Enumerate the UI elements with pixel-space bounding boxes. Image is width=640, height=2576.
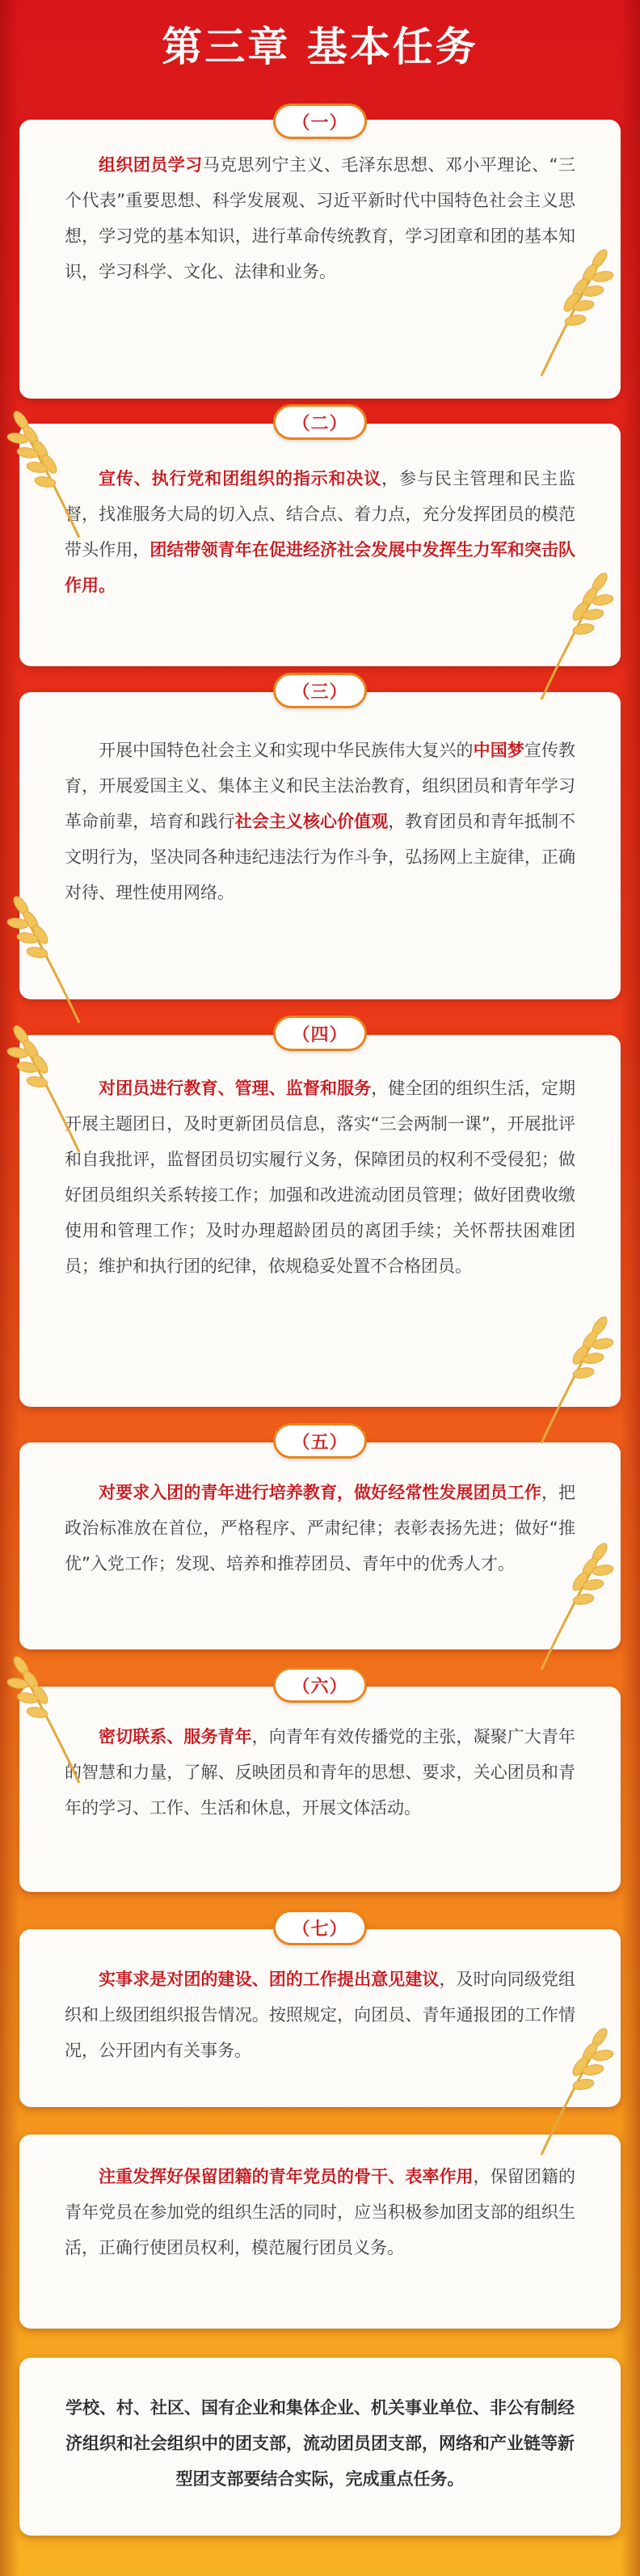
task-text-4 [65,1071,575,1284]
section-badge-2: （二） [273,404,367,440]
task-3-highlight-b: 社会主义核心价值观 [234,812,389,831]
task-2-text: ，参与民主管理和民主监督，找准服务大局的切入点、结合点、着力点，充分发挥团员的模范带头作用， [65,469,576,560]
section-badge-6: （六） [273,1667,367,1703]
task-text-6 [65,1719,575,1826]
section-badge-4: （四） [273,1016,367,1051]
task-5-text: ，把政治标准放在首位，严格程序、严肃纪律；表彰表扬先进；做好“推优”入党工作；发现、培养和推荐团员、青年中的优秀人才。 [65,1483,576,1573]
wheat-ear-icon [525,2021,614,2159]
task-4-highlight: 对团员进行教育、管理、监督和服务 [99,1079,372,1098]
section-badge-3: （三） [273,673,367,708]
section-badge-7: （七） [273,1910,367,1945]
wheat-ear-icon [525,243,614,380]
page-title: 第三章 基本任务 [162,23,478,70]
task-6-text: ，向青年有效传播党的主张，凝聚广大青年的智慧和力量，了解、反映团员和青年的思想、要求，关心团员和青年的学习、工作、生活和休息，开展文体活动。 [65,1727,576,1818]
wheat-ear-icon [6,1019,95,1156]
wheat-ear-icon [525,566,614,703]
wheat-ear-icon [6,889,95,1027]
task-7-text: ，及时向同级党组织和上级团组织报告情况。按照规定，向团员、青年通报团的工作情况，公开团内有关事务。 [65,1970,576,2060]
wheat-ear-icon [525,1536,614,1674]
task-3-text-c: ，教育团员和青年抵制不文明行为，坚决同各种违纪违法行为作斗争，弘扬网上主旋律，正确对待、理性使用网络。 [65,812,576,902]
section-badge-1: （一） [273,103,367,139]
task-card-6 [19,1687,621,1892]
task-text-8 [65,2159,575,2266]
section-badge-5: （五） [273,1423,367,1459]
left-edge-shade [0,0,19,2576]
wheat-ear-icon [6,404,95,542]
task-text-5 [65,1475,575,1581]
task-2-highlight-a: 宣传、执行党和团组织的指示和决议 [99,469,382,488]
task-text-9: 学校、村、社区、国有企业和集体企业、机关事业单位、非公有制经济组织和社会组织中的团支部，流动团员团支部，网络和产业链等新型团支部要结合实际，完成重点任务。 [65,2398,575,2489]
task-3-text-b: 宣传教育，开展爱国主义、集体主义和民主法治教育，组织团员和青年学习革命前辈，培育和践行 [65,741,576,831]
task-text-2 [65,461,575,603]
task-8-highlight: 注重发挥好保留团籍的青年党员的骨干、表率作用 [99,2167,474,2186]
task-3-highlight-a: 中国梦 [473,741,524,760]
task-2-highlight-b: 团结带领青年在促进经济社会发展中发挥生力军和突击队作用。 [65,540,576,595]
task-card-8 [19,2135,621,2329]
task-4-text: ，健全团的组织生活，定期开展主题团日，及时更新团员信息，落实“三会两制一课”，开展批评和自我批评，监督团员切实履行义务，保障团员的权利不受侵犯；做好团员组织关系转接工作；加强和改进流动团员管理；做好团费收缴使用和管理工作；及时办理超龄团员的离团手续；关怀帮扶困难团员；维护和执行团的纪律，依规稳妥处置不合格团员。 [65,1079,576,1276]
task-8-text: ，保留团籍的青年党员在参加党的组织生活的同时，应当积极参加团支部的组织生活，正确行使团员权利，模范履行团员义务。 [65,2167,576,2257]
task-3-text-a: 开展中国特色社会主义和实现中华民族伟大复兴的 [99,741,474,760]
task-text-7 [65,1962,575,2068]
task-7-highlight: 实事求是对团的建设、团的工作提出意见建议 [99,1970,440,1989]
task-5-highlight: 对要求入团的青年进行培养教育，做好经常性发展团员工作 [99,1483,541,1502]
task-1-highlight: 组织团员学习 [99,155,203,175]
wheat-ear-icon [525,1310,614,1447]
task-1-text: 马克思列宁主义、毛泽东思想、邓小平理论、“三个代表”重要思想、科学发展观、习近平新时代中国特色社会主义思想，学习党的基本知识，进行革命传统教育，学习团章和团的基本知识，学习科学、文化、法律和业务。 [65,155,575,281]
task-6-highlight: 密切联系、服务青年 [99,1727,252,1746]
right-edge-shade [621,0,640,2576]
task-card-9 [19,2358,621,2536]
task-text-1 [65,147,575,289]
task-card-3 [19,692,621,999]
wheat-ear-icon [6,1649,95,1787]
task-text-3 [65,733,575,910]
